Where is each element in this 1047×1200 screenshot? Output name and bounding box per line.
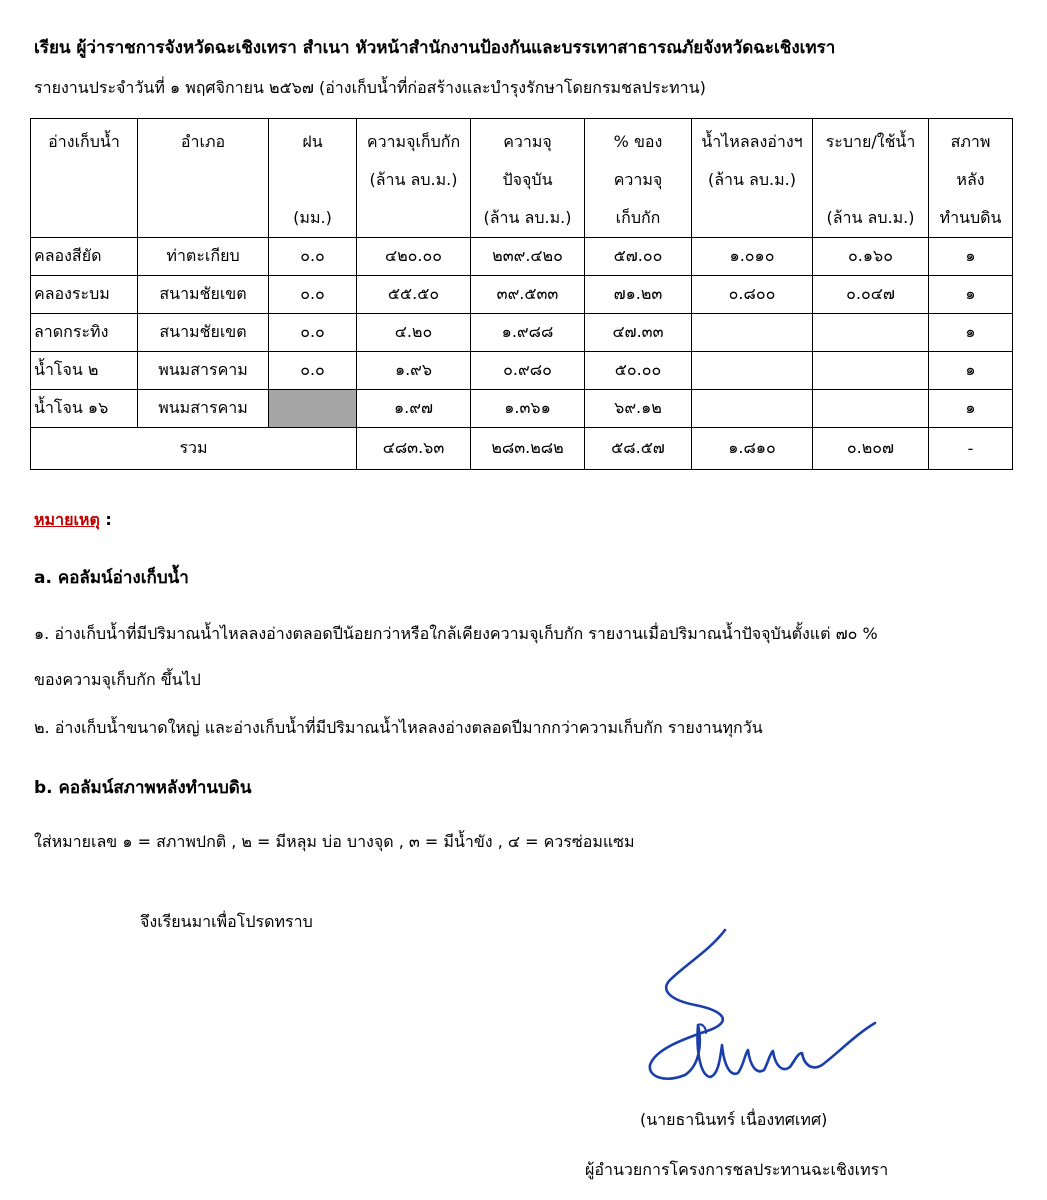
total-condition: -: [929, 428, 1013, 470]
column-header-line: อำเภอ: [180, 132, 226, 151]
table-row: [31, 276, 1013, 314]
column-header-line: ฝน: [302, 132, 323, 151]
current-volume-cell: ๒๓๙.๔๒๐: [471, 238, 585, 276]
signer-position: ผู้อำนวยการโครงการชลประทานฉะเชิงเทรา: [585, 1160, 889, 1179]
column-header: [813, 119, 929, 238]
table-header-row: [31, 119, 1013, 238]
closing-text: จึงเรียนมาเพื่อโปรดทราบ: [140, 912, 313, 931]
column-header-line: เก็บกัก: [615, 208, 661, 227]
column-header-line: (ล้าน ลบ.ม.): [369, 170, 458, 189]
total-percent: ๕๘.๕๗: [585, 428, 692, 470]
current-volume-cell: ๐.๙๘๐: [471, 352, 585, 390]
note-section-b: b. คอลัมน์สภาพหลังทำนบดิน: [34, 778, 252, 798]
note-item-1-line-2: ของความจุเก็บกัก ขึ้นไป: [34, 670, 201, 689]
column-header-line: ปัจจุบัน: [502, 170, 553, 189]
column-header-line: [140, 199, 266, 237]
capacity-cell: ๑.๙๖: [357, 352, 471, 390]
reservoir-name-cell: ลาดกระทิง: [31, 314, 138, 352]
column-header-line: (มม.): [293, 208, 332, 227]
table-total-row: [31, 428, 1013, 470]
column-header: [585, 119, 692, 238]
rainfall-cell: ๐.๐: [269, 238, 357, 276]
release-cell: [813, 352, 929, 390]
column-header-line: [33, 161, 135, 199]
inflow-cell: [692, 352, 813, 390]
remarks-colon: :: [99, 510, 112, 529]
reservoir-name-cell: น้ำโจน ๒: [31, 352, 138, 390]
condition-cell: ๑: [929, 390, 1013, 428]
note-item-1-line-1: ๑. อ่างเก็บน้ำที่มีปริมาณน้ำไหลลงอ่างตลอดปีน้อยกว่าหรือใกล้เคียงความจุเก็บกัก รายงานเมื่อปริมาณน้ำปัจจุบันตั้งแต่ ๗๐ %: [34, 624, 878, 643]
condition-cell: ๑: [929, 238, 1013, 276]
capacity-cell: ๔๒๐.๐๐: [357, 238, 471, 276]
column-header-line: น้ำไหลลงอ่างฯ: [701, 132, 803, 151]
total-inflow: ๑.๘๑๐: [692, 428, 813, 470]
table-row: [31, 238, 1013, 276]
current-volume-cell: ๑.๓๖๑: [471, 390, 585, 428]
column-header-line: ความจุ: [503, 132, 552, 151]
column-header-line: (ล้าน ลบ.ม.): [708, 170, 796, 189]
capacity-cell: ๕๕.๕๐: [357, 276, 471, 314]
rainfall-cell: ๐.๐: [269, 352, 357, 390]
letter-header: เรียน ผู้ว่าราชการจังหวัดฉะเชิงเทรา สำเนา หัวหน้าสำนักงานป้องกันและบรรเทาสาธารณภัยจังหวัดฉะเชิงเทรา: [34, 38, 836, 58]
release-cell: ๐.๐๔๗: [813, 276, 929, 314]
column-header: [357, 119, 471, 238]
capacity-cell: ๑.๙๗: [357, 390, 471, 428]
column-header-line: [815, 161, 926, 199]
district-cell: สนามชัยเขต: [138, 314, 269, 352]
column-header: [471, 119, 585, 238]
column-header: [138, 119, 269, 238]
signature-image: [640, 925, 890, 1095]
table-row: [31, 390, 1013, 428]
rainfall-cell: ๐.๐: [269, 314, 357, 352]
percent-cell: ๕๐.๐๐: [585, 352, 692, 390]
condition-legend: ใส่หมายเลข ๑ = สภาพปกติ , ๒ = มีหลุม บ่อ บางจุด , ๓ = มีน้ำขัง , ๔ = ควรซ่อมแซม: [34, 832, 635, 851]
inflow-cell: ๐.๘๐๐: [692, 276, 813, 314]
inflow-cell: ๑.๐๑๐: [692, 238, 813, 276]
remarks-heading: [34, 508, 112, 533]
release-cell: [813, 314, 929, 352]
current-volume-cell: ๑.๙๘๘: [471, 314, 585, 352]
capacity-cell: ๔.๒๐: [357, 314, 471, 352]
percent-cell: ๔๗.๓๓: [585, 314, 692, 352]
column-header: [31, 119, 138, 238]
reservoir-name-cell: น้ำโจน ๑๖: [31, 390, 138, 428]
column-header-line: [359, 199, 468, 237]
column-header-line: [271, 161, 354, 199]
column-header-line: (ล้าน ลบ.ม.): [826, 208, 915, 227]
signer-name: (นายธานินทร์ เนื่องทศเทศ): [640, 1110, 828, 1129]
column-header: [692, 119, 813, 238]
condition-cell: ๑: [929, 314, 1013, 352]
column-header-line: ทำนบดิน: [939, 208, 1002, 227]
total-release: ๐.๒๐๗: [813, 428, 929, 470]
total-capacity: ๔๘๓.๖๓: [357, 428, 471, 470]
inflow-cell: [692, 390, 813, 428]
condition-cell: ๑: [929, 276, 1013, 314]
percent-cell: ๗๑.๒๓: [585, 276, 692, 314]
rainfall-cell: ๐.๐: [269, 276, 357, 314]
release-cell: [813, 390, 929, 428]
column-header-line: [694, 199, 810, 237]
column-header-line: หลัง: [956, 170, 985, 189]
district-cell: สนามชัยเขต: [138, 276, 269, 314]
column-header-line: [140, 161, 266, 199]
column-header-line: (ล้าน ลบ.ม.): [483, 208, 572, 227]
column-header-line: ความจุ: [613, 170, 663, 189]
rainfall-cell: [269, 390, 357, 428]
column-header-line: อ่างเก็บน้ำ: [48, 132, 120, 151]
district-cell: พนมสารคาม: [138, 390, 269, 428]
total-current: ๒๘๓.๒๘๒: [471, 428, 585, 470]
percent-cell: ๕๗.๐๐: [585, 238, 692, 276]
column-header-line: [33, 199, 135, 237]
reservoir-name-cell: คลองสียัด: [31, 238, 138, 276]
column-header-line: สภาพ: [950, 132, 991, 151]
district-cell: ท่าตะเกียบ: [138, 238, 269, 276]
table-row: [31, 314, 1013, 352]
release-cell: ๐.๑๖๐: [813, 238, 929, 276]
column-header-line: ระบาย/ใช้น้ำ: [825, 132, 916, 151]
district-cell: พนมสารคาม: [138, 352, 269, 390]
reservoir-table: [30, 118, 1013, 470]
report-subheader: รายงานประจำวันที่ ๑ พฤศจิกายน ๒๕๖๗ (อ่างเก็บน้ำที่ก่อสร้างและบำรุงรักษาโดยกรมชลประทาน): [34, 78, 706, 97]
reservoir-name-cell: คลองระบม: [31, 276, 138, 314]
table-row: [31, 352, 1013, 390]
note-item-2: ๒. อ่างเก็บน้ำขนาดใหญ่ และอ่างเก็บน้ำที่มีปริมาณน้ำไหลลงอ่างตลอดปีมากกว่าความเก็บกัก รายงานทุกวัน: [34, 718, 763, 737]
percent-cell: ๖๙.๑๒: [585, 390, 692, 428]
column-header-line: ความจุเก็บกัก: [366, 132, 461, 151]
column-header: [929, 119, 1013, 238]
column-header: [269, 119, 357, 238]
column-header-line: % ของ: [613, 132, 663, 151]
note-section-a: a. คอลัมน์อ่างเก็บน้ำ: [34, 568, 189, 588]
condition-cell: ๑: [929, 352, 1013, 390]
remarks-label: หมายเหตุ: [34, 510, 100, 529]
inflow-cell: [692, 314, 813, 352]
current-volume-cell: ๓๙.๕๓๓: [471, 276, 585, 314]
total-label: รวม: [31, 428, 357, 470]
